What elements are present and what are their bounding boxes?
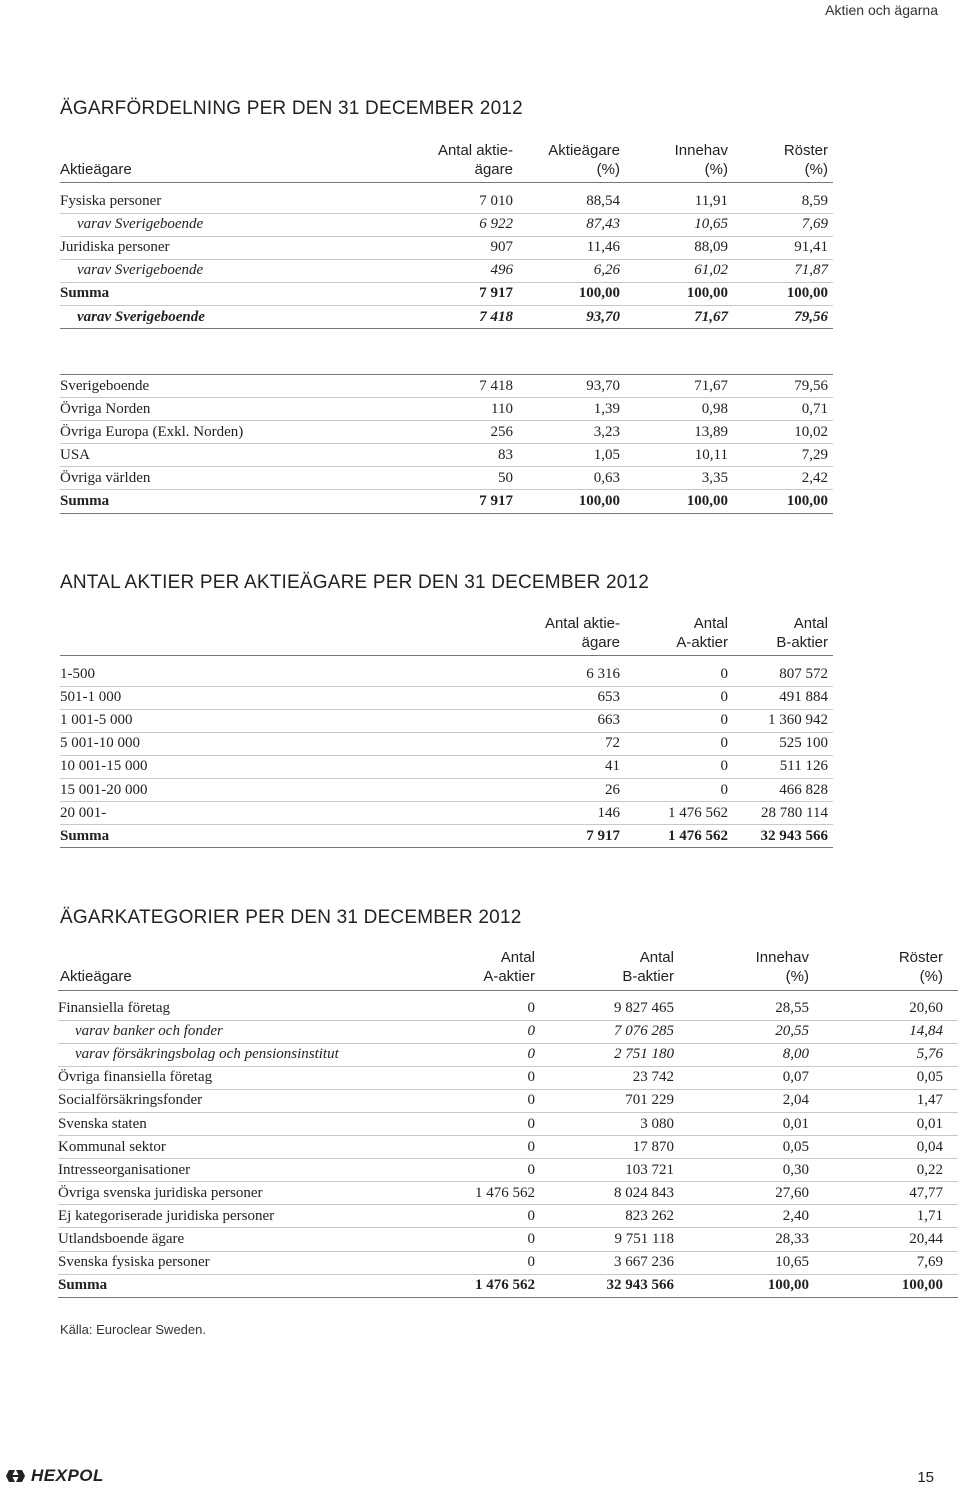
table-row: Juridiska personer 907 11,46 88,09 91,41 bbox=[60, 236, 833, 259]
table-row: Kommunal sektor 0 17 870 0,05 0,04 bbox=[58, 1136, 958, 1159]
table-row: Intresseorganisationer 0 103 721 0,30 0,22 bbox=[58, 1159, 958, 1182]
table-row: Fysiska personer 7 010 88,54 11,91 8,59 bbox=[60, 190, 833, 213]
table-row: Socialförsäkringsfonder 0 701 229 2,04 1,47 bbox=[58, 1089, 958, 1112]
col-header-owner: Aktieägare bbox=[60, 968, 132, 985]
col-header-b-shares: Antal B-aktier bbox=[622, 949, 674, 985]
table-row: Svenska staten 0 3 080 0,01 0,01 bbox=[58, 1112, 958, 1135]
table-row: varav Sverigeboende 496 6,26 61,02 71,87 bbox=[60, 259, 833, 282]
table-row: Övriga världen 50 0,63 3,35 2,42 bbox=[60, 467, 833, 490]
table-row-total: Summa 7 917 100,00 100,00 100,00 bbox=[60, 490, 833, 513]
col-header-a-shares: Antal A-aktier bbox=[676, 615, 728, 651]
table-row: varav Sverigeboende 6 922 87,43 10,65 7,69 bbox=[60, 213, 833, 236]
col-header-votes: Röster (%) bbox=[898, 949, 943, 985]
col-header-owner-count: Antal aktie- ägare bbox=[544, 615, 620, 651]
table-row: 15 001-20 000 26 0 466 828 bbox=[60, 778, 833, 801]
table-row: Finansiella företag 0 9 827 465 28,55 20,60 bbox=[58, 997, 958, 1020]
table-row: varav Sverigeboende 7 418 93,70 71,67 79,56 bbox=[60, 305, 833, 328]
hexpol-logo bbox=[6, 1466, 104, 1486]
header-rule bbox=[60, 655, 833, 656]
table-row-total: Summa 7 917 100,00 100,00 100,00 bbox=[60, 282, 833, 305]
table-row: 10 001-15 000 41 0 511 126 bbox=[60, 755, 833, 778]
table-row: USA 83 1,05 10,11 7,29 bbox=[60, 444, 833, 467]
section-title-owner-categories: ÄGARKATEGORIER PER DEN 31 DECEMBER 2012 bbox=[60, 907, 522, 928]
table-row: Övriga finansiella företag 0 23 742 0,07 0,05 bbox=[58, 1066, 958, 1089]
table-row: Övriga svenska juridiska personer 1 476 562 8 024 843 27,60 47,77 bbox=[58, 1182, 958, 1205]
table-row: varav banker och fonder 0 7 076 285 20,55 14,84 bbox=[58, 1020, 958, 1043]
ownership-table bbox=[60, 190, 833, 329]
section-title-shares-per-owner: ANTAL AKTIER PER AKTIEÄGARE PER DEN 31 DECEMBER 2012 bbox=[60, 572, 650, 593]
table-row: Utlandsboende ägare 0 9 751 118 28,33 20,44 bbox=[58, 1228, 958, 1251]
source-note: Källa: Euroclear Sweden. bbox=[60, 1322, 206, 1337]
col-header-holding: Innehav (%) bbox=[755, 949, 809, 985]
table-row: Ej kategoriserade juridiska personer 0 823 262 2,40 1,71 bbox=[58, 1205, 958, 1228]
table-row: 501-1 000 653 0 491 884 bbox=[60, 686, 833, 709]
table-row: varav försäkringsbolag och pensionsinstitut 0 2 751 180 8,00 5,76 bbox=[58, 1043, 958, 1066]
table-row: Sverigeboende 7 418 93,70 71,67 79,56 bbox=[60, 375, 833, 398]
table-row: 5 001-10 000 72 0 525 100 bbox=[60, 732, 833, 755]
table-row: 1 001-5 000 663 0 1 360 942 bbox=[60, 709, 833, 732]
region-table bbox=[60, 374, 833, 514]
table-row: 1-500 6 316 0 807 572 bbox=[60, 663, 833, 686]
running-head: Aktien och ägarna bbox=[825, 2, 938, 18]
table-row: 20 001- 146 1 476 562 28 780 114 bbox=[60, 802, 833, 825]
table-row-total: Summa 1 476 562 32 943 566 100,00 100,00 bbox=[58, 1274, 958, 1297]
col-header-votes: Röster (%) bbox=[783, 142, 828, 178]
header-rule bbox=[58, 990, 958, 991]
col-header-owner: Aktieägare bbox=[60, 161, 132, 178]
table-row: Övriga Norden 110 1,39 0,98 0,71 bbox=[60, 398, 833, 421]
header-rule bbox=[60, 182, 833, 183]
table-row: Svenska fysiska personer 0 3 667 236 10,65 7,69 bbox=[58, 1251, 958, 1274]
col-header-holding: Innehav (%) bbox=[674, 142, 728, 178]
hexpol-logo-icon bbox=[6, 1468, 28, 1484]
col-header-b-shares: Antal B-aktier bbox=[776, 615, 828, 651]
page-number: 15 bbox=[917, 1469, 934, 1486]
table-row: Övriga Europa (Exkl. Norden) 256 3,23 13,89 10,02 bbox=[60, 421, 833, 444]
owner-categories-table bbox=[58, 997, 958, 1298]
col-header-owner-percent: Aktieägare (%) bbox=[548, 142, 620, 178]
shares-per-owner-table bbox=[60, 663, 833, 848]
table-row-total: Summa 7 917 1 476 562 32 943 566 bbox=[60, 825, 833, 848]
logo-text: HEXPOL bbox=[31, 1466, 104, 1485]
col-header-a-shares: Antal A-aktier bbox=[483, 949, 535, 985]
section-title-ownership: ÄGARFÖRDELNING PER DEN 31 DECEMBER 2012 bbox=[60, 98, 523, 119]
col-header-owner-count: Antal aktie- ägare bbox=[437, 142, 513, 178]
